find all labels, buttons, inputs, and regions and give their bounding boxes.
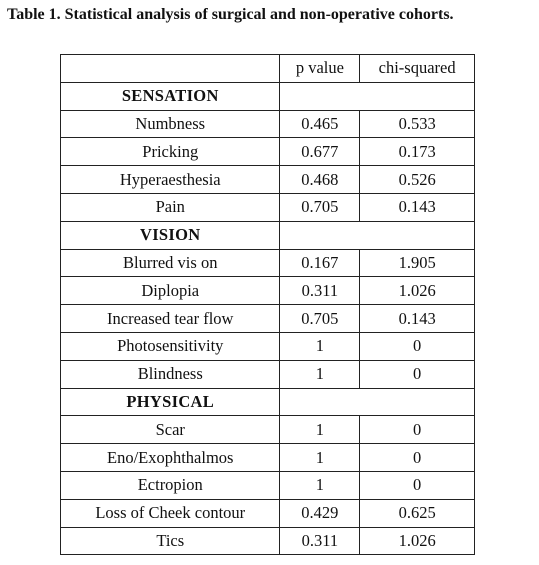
chi-squared-cell: 0.143 (360, 305, 475, 333)
table-body (61, 55, 475, 555)
chi-squared-cell: 0 (360, 416, 475, 444)
p-value-cell: 1 (280, 444, 360, 472)
table-row (61, 166, 475, 194)
p-value-cell: 0.167 (280, 249, 360, 277)
row-label: Hyperaesthesia (61, 166, 280, 194)
table-row (61, 360, 475, 388)
table-row (61, 444, 475, 472)
row-label: Blurred vis on (61, 249, 280, 277)
p-value-cell: 0.468 (280, 166, 360, 194)
p-value-cell: 0.311 (280, 277, 360, 305)
table-row (61, 527, 475, 555)
row-label: Tics (61, 527, 280, 555)
chi-squared-cell: 0 (360, 360, 475, 388)
section-title: PHYSICAL (61, 388, 280, 416)
p-value-cell: 0.677 (280, 138, 360, 166)
section-empty-cell (280, 221, 475, 249)
section-row (61, 221, 475, 249)
chi-squared-cell: 0.526 (360, 166, 475, 194)
chi-squared-cell: 0.625 (360, 499, 475, 527)
chi-squared-cell: 1.905 (360, 249, 475, 277)
row-label: Numbness (61, 110, 280, 138)
row-label: Eno/Exophthalmos (61, 444, 280, 472)
chi-squared-cell: 0 (360, 444, 475, 472)
p-value-cell: 0.705 (280, 193, 360, 221)
header-cell-chi-squared: chi-squared (360, 55, 475, 83)
section-title: VISION (61, 221, 280, 249)
p-value-cell: 0.429 (280, 499, 360, 527)
section-empty-cell (280, 82, 475, 110)
table-row (61, 305, 475, 333)
table-row (61, 110, 475, 138)
row-label: Pain (61, 193, 280, 221)
row-label: Blindness (61, 360, 280, 388)
table-row (61, 249, 475, 277)
table-row (61, 471, 475, 499)
chi-squared-cell: 0.143 (360, 193, 475, 221)
p-value-cell: 1 (280, 360, 360, 388)
header-cell-p-value: p value (280, 55, 360, 83)
chi-squared-cell: 0 (360, 332, 475, 360)
table-row (61, 138, 475, 166)
section-row (61, 388, 475, 416)
p-value-cell: 0.311 (280, 527, 360, 555)
chi-squared-cell: 0 (360, 471, 475, 499)
chi-squared-cell: 1.026 (360, 527, 475, 555)
row-label: Loss of Cheek contour (61, 499, 280, 527)
row-label: Ectropion (61, 471, 280, 499)
section-row (61, 82, 475, 110)
chi-squared-cell: 0.533 (360, 110, 475, 138)
table-caption: Table 1. Statistical analysis of surgical and non-operative cohorts. (7, 6, 454, 23)
header-row (61, 55, 475, 83)
p-value-cell: 1 (280, 471, 360, 499)
p-value-cell: 1 (280, 416, 360, 444)
chi-squared-cell: 0.173 (360, 138, 475, 166)
row-label: Photosensitivity (61, 332, 280, 360)
table-row (61, 193, 475, 221)
statistics-table (60, 54, 475, 555)
chi-squared-cell: 1.026 (360, 277, 475, 305)
p-value-cell: 0.465 (280, 110, 360, 138)
row-label: Increased tear flow (61, 305, 280, 333)
section-title: SENSATION (61, 82, 280, 110)
p-value-cell: 1 (280, 332, 360, 360)
section-empty-cell (280, 388, 475, 416)
table-row (61, 499, 475, 527)
row-label: Diplopia (61, 277, 280, 305)
table-row (61, 277, 475, 305)
header-cell-blank (61, 55, 280, 83)
table-row (61, 332, 475, 360)
row-label: Pricking (61, 138, 280, 166)
row-label: Scar (61, 416, 280, 444)
table-row (61, 416, 475, 444)
p-value-cell: 0.705 (280, 305, 360, 333)
